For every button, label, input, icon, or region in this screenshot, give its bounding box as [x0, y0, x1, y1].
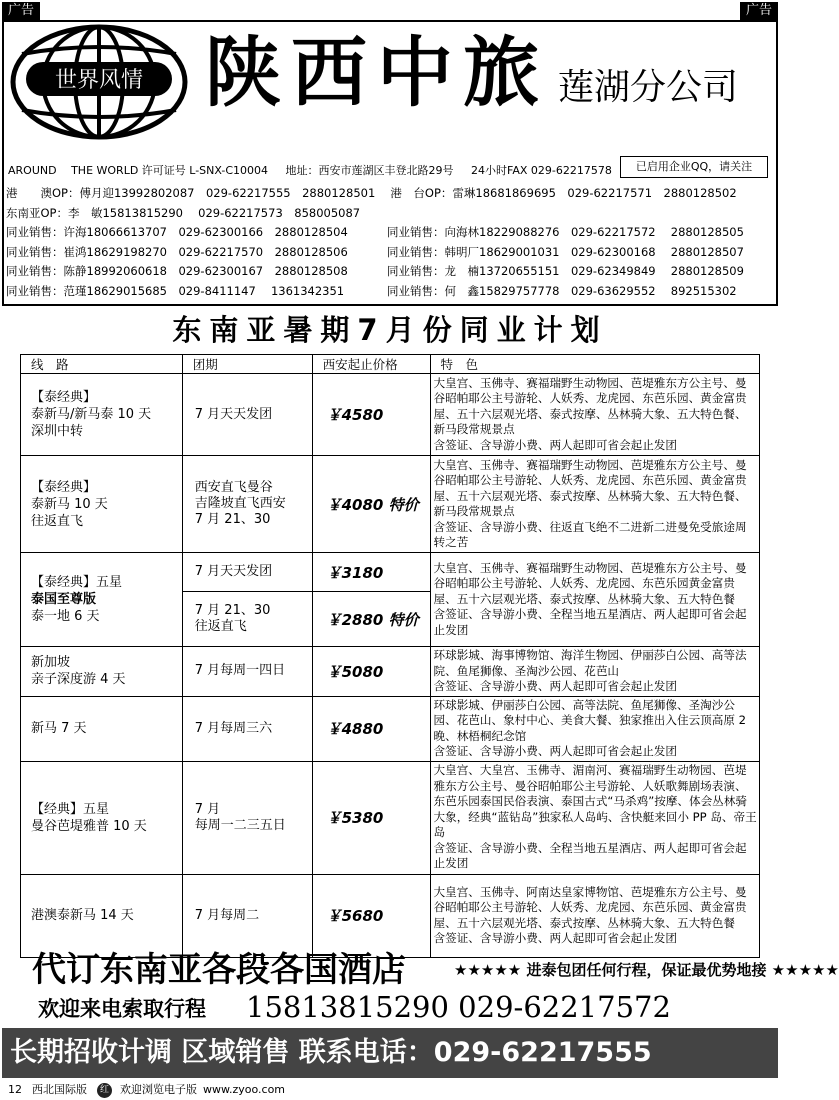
license-info [8, 164, 626, 178]
feature-cell [430, 647, 760, 697]
route-line: 曼谷芭堤雅普 10 天 [31, 818, 147, 834]
table-row [21, 456, 760, 553]
hotel-note: ★★★★★ 进泰包团任何行程，保证最优势地接 ★★★★★ [454, 961, 839, 979]
price-cell: ￥4580 [312, 374, 430, 456]
hotel-headline: 代订东南亚各段各国酒店 [32, 950, 406, 990]
ad-label-left: 广告 [2, 2, 40, 20]
contact-sales: 同业销售：范瑾18629015685 029-8411147 1361342351 [6, 283, 345, 298]
footer-text: 欢迎浏览电子版 [120, 1083, 197, 1096]
contact-sales: 同业销售：崔鸿18629198270 029-62217570 2880128506 [6, 244, 348, 259]
col-route: 线 路 [21, 355, 183, 374]
table-row [21, 553, 760, 592]
footer-site-link[interactable]: www.zyoo.com [203, 1083, 286, 1096]
route-line: 泰一地 6 天 [31, 609, 100, 624]
edition-name: 西北国际版 [32, 1083, 87, 1096]
group-cell: 7 月每周一四日 [182, 647, 312, 697]
route-line: 【经典】五星 [31, 801, 110, 817]
feature-note: 含签证、含导游小费、全程当地五星酒店、两人起即可省会起止发团 [433, 840, 747, 871]
route-line: 泰国至尊版 [31, 592, 97, 607]
branch-name: 莲湖分公司 [558, 67, 739, 108]
contact-sales: 同业销售：向海林18229088276 029-62217572 2880128505 [387, 225, 744, 239]
price-cell: ￥4880 [312, 696, 430, 761]
contact-sales: 同业销售：许海18066613707 029-62300166 2880128504 [6, 225, 348, 239]
page-number: 12 [8, 1083, 22, 1096]
contact-row [6, 204, 774, 224]
feature-text: 大皇宫、大皇宫、玉佛寺、湄南河、赛福瑞野生动物园、芭堤雅东方公主号、曼谷昭帕耶公主号游轮、人妖歌舞剧场表演、东芭乐园泰国民俗表演、泰国古式“马杀鸡”按摩、体会丛林骑大象，经典“蓝钻岛”独家私人岛屿、含快艇来回小 PP 岛、帝王岛 [433, 763, 757, 840]
route-line: 【泰经典】 [31, 479, 97, 495]
plan-title: 东南亚暑期7月份同业计划 [172, 313, 608, 347]
feature-cell [430, 874, 760, 957]
price-cell: ￥5380 [312, 761, 430, 874]
feature-text: 环球影城、海事博物馆、海洋生物园、伊丽莎白公园、高等法院、鱼尾狮像、圣淘沙公园、花芭山 [433, 648, 747, 678]
group-line: 西安直飞曼谷 [194, 480, 273, 495]
table-row [21, 761, 760, 874]
col-price: 西安起止价格 [312, 355, 430, 374]
contact-op-sea: 东南亚OP：李 敏15813815290 029-62217573 858005087 [6, 205, 361, 220]
price-cell: ￥3180 [312, 553, 430, 592]
route-cell [21, 456, 183, 553]
ad-label-right: 广告 [740, 2, 778, 20]
contact-list [6, 184, 774, 301]
red-badge-icon: 红 [97, 1083, 112, 1098]
feature-cell [430, 696, 760, 761]
license-line: AROUND THE WORLD 许可证号 L-SNX-C10004 [8, 164, 269, 177]
route-cell [21, 553, 183, 647]
feature-text: 大皇宫、玉佛寺、赛福瑞野生动物园、芭堤雅东方公主号、曼谷昭帕耶公主号游轮、人妖秀、龙虎园、东芭乐园、黄金富贵屋、五十六层观光塔、泰式按摩、丛林骑大象、五大特色餐、新马段常规景点 [433, 375, 747, 437]
table-row [21, 647, 760, 697]
group-line: 往返直飞 [194, 619, 247, 634]
feature-text: 大皇宫、玉佛寺、赛福瑞野生动物园、芭堤雅东方公主号、曼谷昭帕耶公主号游轮、人妖秀、龙虎园、东芭乐园黄金富贵屋、五十六层观光塔、泰式按摩、丛林骑大象、五大特色餐 [433, 560, 747, 606]
route-line: 【泰经典】 [31, 390, 97, 405]
route-line: 深圳中转 [31, 424, 84, 439]
price-cell: ￥5080 [312, 647, 430, 697]
contact-row [6, 184, 774, 204]
contact-op-hk: 港 澳OP：傅月迎13992802087 029-62217555 2880128501 港 台OP：雷琳18681869695 029-62217571 2880128502 [6, 186, 737, 200]
route-cell [21, 761, 183, 874]
price-cell: ￥2880 特价 [312, 592, 430, 647]
table-row [21, 374, 760, 456]
price-cell: ￥5680 [312, 874, 430, 957]
feature-note: 含签证、含导游小费、两人起即可省会起止发团 [433, 437, 677, 452]
group-line: 7 月 21、30 [194, 512, 271, 527]
globe-logo-icon [10, 24, 188, 140]
call-phones: 15813815290 029-62217572 [246, 990, 671, 1024]
route-line: 泰新马/新马泰 10 天 [31, 407, 152, 422]
feature-text: 环球影城、伊丽莎白公园、高等法院、鱼尾狮像、圣淘沙公园、花芭山、象村中心、美食大餐、独家推出入住云顶高原 2 晚、林梧桐纪念馆 [433, 697, 747, 743]
route-cell: 港澳泰新马 14 天 [21, 874, 183, 957]
group-cell [182, 456, 312, 553]
itinerary-table [20, 354, 760, 958]
table-row [21, 874, 760, 957]
route-line: 往返直飞 [31, 513, 84, 529]
contact-row [6, 223, 774, 243]
group-line: 每周一二三五日 [194, 817, 286, 833]
group-line: 7 月 21、30 [194, 603, 271, 618]
contact-row [6, 243, 774, 263]
route-line: 泰新马 10 天 [31, 496, 108, 512]
feature-note: 含签证、含导游小费、往返直飞绝不二进新二进曼免受旅途周转之苦 [433, 519, 747, 549]
feature-note: 含签证、含导游小费、两人起即可省会起止发团 [433, 744, 677, 758]
route-cell: 新马 7 天 [21, 696, 183, 761]
brand-name: 陕西中旅 [205, 28, 549, 117]
contact-sales: 同业销售：陈静18992060618 029-62300167 2880128508 [6, 264, 348, 278]
logo-text: 世界风情 [54, 68, 144, 93]
feature-cell [430, 374, 760, 456]
feature-note: 含签证、含导游小费、两人起即可省会起止发团 [433, 931, 677, 945]
feature-note: 含签证、含导游小费、全程当地五星酒店、两人起即可省会起止发团 [433, 607, 747, 637]
fax-line: 24小时FAX 029-62217578 [471, 164, 612, 177]
col-group: 团期 [182, 355, 312, 374]
recruit-banner: 长期招收计调 区域销售 联系电话：029-62217555 [2, 1028, 778, 1078]
contact-row [6, 282, 774, 302]
qq-note: 已启用企业QQ，请关注 [620, 156, 768, 178]
group-cell: 7 月天天发团 [182, 374, 312, 456]
group-cell: 7 月每周二 [182, 874, 312, 957]
feature-text: 大皇宫、玉佛寺、阿南达皇家博物馆、芭堤雅东方公主号、曼谷昭帕耶公主号游轮、人妖秀、龙虎园、东芭乐园、黄金富贵屋、五十六层观光塔、泰式按摩、丛林骑大象、五大特色餐 [433, 884, 747, 930]
group-line: 7 月 [194, 801, 221, 817]
group-line: 吉隆坡直飞西安 [194, 496, 286, 511]
feature-note: 含签证、含导游小费、两人起即可省会起止发团 [433, 679, 677, 693]
page-footer [8, 1082, 285, 1098]
group-cell [182, 592, 312, 647]
contact-sales: 同业销售：何 鑫15829757778 029-63629552 892515302 [387, 283, 737, 298]
group-cell [182, 761, 312, 874]
contact-sales: 同业销售：韩明厂18629001031 029-62300168 2880128507 [387, 244, 744, 259]
route-line: 【泰经典】五星 [31, 575, 123, 590]
contact-sales: 同业销售：龙 楠13720655151 029-62349849 2880128509 [387, 264, 744, 278]
route-line: 新加坡 [31, 655, 71, 671]
address-line: 地址：西安市莲湖区丰登北路29号 [285, 164, 454, 177]
table-header-row [21, 355, 760, 374]
contact-row [6, 262, 774, 282]
feature-text: 大皇宫、玉佛寺、赛福瑞野生动物园、芭堤雅东方公主号、曼谷昭帕耶公主号游轮、人妖秀、龙虎园、东芭乐园、黄金富贵屋、五十六层观光塔、泰式按摩、丛林骑大象、五大特色餐、新马段常规景点 [433, 457, 747, 518]
feature-cell [430, 761, 760, 874]
group-cell: 7 月每周三六 [182, 696, 312, 761]
route-cell [21, 647, 183, 697]
col-feature: 特 色 [430, 355, 760, 374]
price-cell: ￥4080 特价 [312, 456, 430, 553]
route-cell [21, 374, 183, 456]
feature-cell [430, 456, 760, 553]
feature-cell [430, 553, 760, 647]
route-line: 亲子深度游 4 天 [31, 672, 126, 688]
group-cell: 7 月天天发团 [182, 553, 312, 592]
call-label: 欢迎来电索取行程 [38, 997, 206, 1021]
table-row [21, 696, 760, 761]
